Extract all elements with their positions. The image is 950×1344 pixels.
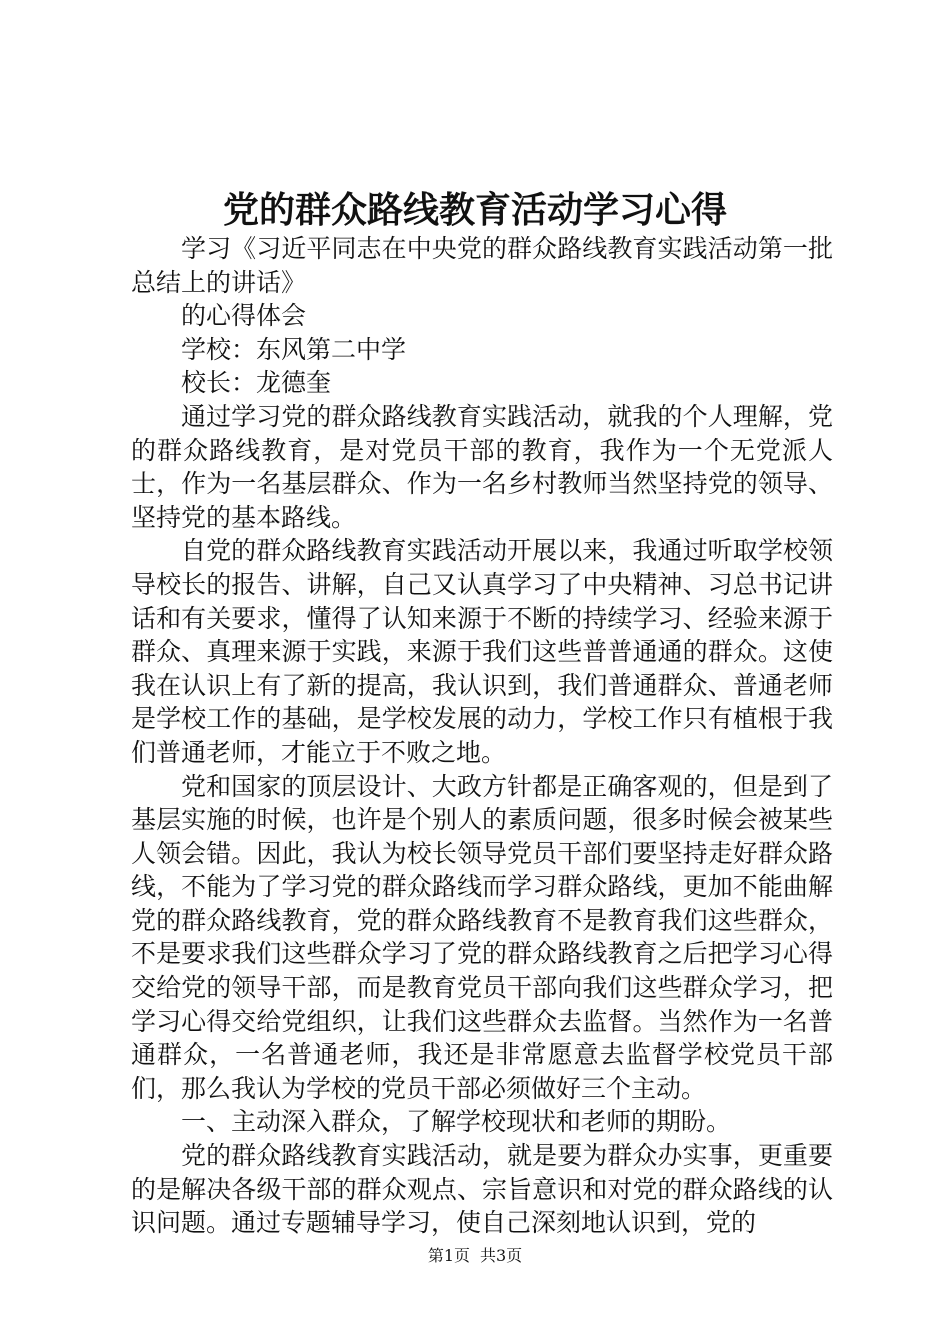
- page-footer: [0, 1246, 950, 1266]
- document-title: 党的群众路线教育活动学习心得: [222, 189, 727, 231]
- paragraph-4: 校长：龙德奎: [181, 368, 332, 398]
- paragraph-9: 党的群众路线教育实践活动，就是要为群众办实事，更重要的是解决各级干部的群众观点、宗旨意识和对党的群众路线的认识问题。通过专题辅导学习，使自己深刻地认识到，党的: [131, 1141, 833, 1238]
- paragraph-6: 自党的群众路线教育实践活动开展以来，我通过听取学校领导校长的报告、讲解，自己又认真学习了中央精神、习总书记讲话和有关要求，懂得了认知来源于不断的持续学习、经验来源于群众、真理来源于实践，来源于我们这些普普通通的群众。这使我在认识上有了新的提高，我认识到，我们普通群众、普通老师是学校工作的基础，是学校发展的动力，学校工作只有植根于我们普通老师，才能立于不败之地。: [131, 536, 833, 767]
- paragraph-2: 的心得体会: [181, 301, 307, 331]
- paragraph-3: 学校：东风第二中学: [181, 334, 407, 364]
- page-number: 第1页: [427, 1246, 470, 1265]
- paragraph-5: 通过学习党的群众路线教育实践活动，就我的个人理解，党的群众路线教育，是对党员干部的教育，我作为一个无党派人士，作为一名基层群众、作为一名乡村教师当然坚持党的领导、坚持党的基本路线。: [131, 401, 833, 532]
- paragraph-1: 学习《习近平同志在中央党的群众路线教育实践活动第一批总结上的讲话》: [131, 234, 833, 297]
- page-count: 共3页: [480, 1246, 523, 1265]
- paragraph-8: 一、主动深入群众，了解学校现状和老师的期盼。: [181, 1107, 732, 1137]
- document-body: [131, 232, 833, 1240]
- paragraph-7: 党和国家的顶层设计、大政方针都是正确客观的，但是到了基层实施的时候，也许是个别人的素质问题，很多时候会被某些人领会错。因此，我认为校长领导党员干部们要坚持走好群众路线，不能为了学习党的群众路线而学习群众路线，更加不能曲解党的群众路线教育，党的群众路线教育不是教育我们这些群众，不是要求我们这些群众学习了党的群众路线教育之后把学习心得交给党的领导干部，而是教育党员干部向我们这些群众学习，把学习心得交给党组织，让我们这些群众去监督。当然作为一名普通群众，一名普通老师，我还是非常愿意去监督学校党员干部们，那么我认为学校的党员干部必须做好三个主动。: [131, 771, 833, 1103]
